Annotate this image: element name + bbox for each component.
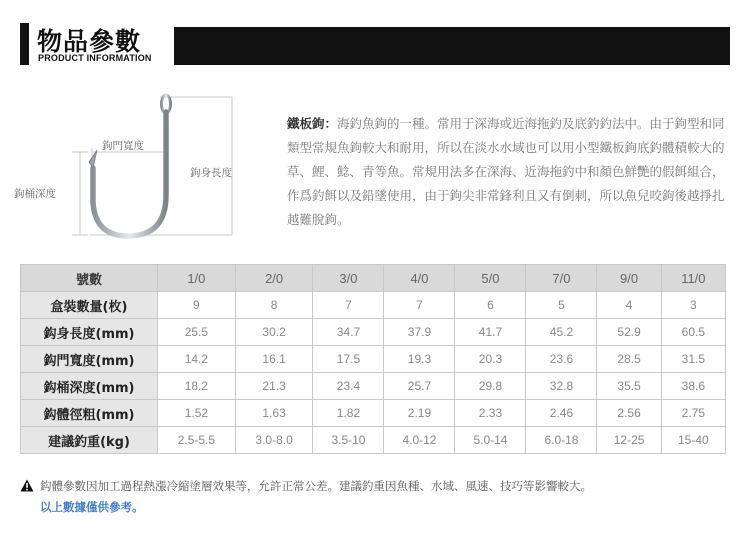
- table-cell: 23.6: [526, 346, 597, 373]
- table-cell: 60.5: [661, 319, 725, 346]
- table-cell: 1.52: [158, 400, 236, 427]
- table-cell: 3: [661, 292, 725, 319]
- table-cell: 5: [526, 292, 597, 319]
- table-cell: 16.1: [235, 346, 313, 373]
- table-cell: 2.46: [526, 400, 597, 427]
- size-col-header: 11/0: [661, 265, 725, 292]
- table-row: [21, 400, 726, 427]
- table-cell: 1.63: [235, 400, 313, 427]
- row-header: 鈎桶深度(mm): [21, 373, 158, 400]
- table-cell: 3.5-10: [313, 427, 384, 454]
- table-header-row: [21, 265, 726, 292]
- table-cell: 2.56: [597, 400, 661, 427]
- table-cell: 7: [384, 292, 455, 319]
- table-cell: 18.2: [158, 373, 236, 400]
- gape-label: 鉤門寬度: [102, 140, 144, 152]
- table-cell: 37.9: [384, 319, 455, 346]
- size-col-header: 5/0: [455, 265, 526, 292]
- row-header: 鈎門寬度(mm): [21, 346, 158, 373]
- table-cell: 1.82: [313, 400, 384, 427]
- table-cell: 30.2: [235, 319, 313, 346]
- table-row: [21, 292, 726, 319]
- table-cell: 45.2: [526, 319, 597, 346]
- shank-length-label: 鉤身長度: [190, 167, 232, 179]
- size-col-header: 3/0: [313, 265, 384, 292]
- table-cell: 25.7: [384, 373, 455, 400]
- hook-diagram: [0, 90, 260, 250]
- section-header: [0, 20, 750, 66]
- row-header: 建議釣重(kg): [21, 427, 158, 454]
- table-cell: 23.4: [313, 373, 384, 400]
- table-row: [21, 346, 726, 373]
- table-cell: 5.0-14: [455, 427, 526, 454]
- table-corner: 號數: [21, 265, 158, 292]
- product-description: [287, 112, 733, 232]
- table-cell: 14.2: [158, 346, 236, 373]
- bend-depth-label: 鉤桶深度: [14, 188, 56, 200]
- size-col-header: 1/0: [158, 265, 236, 292]
- table-cell: 41.7: [455, 319, 526, 346]
- header-subtitle: PRODUCT INFORMATION: [38, 53, 152, 63]
- table-row: [21, 427, 726, 454]
- table-cell: 38.6: [661, 373, 725, 400]
- table-cell: 2.5-5.5: [158, 427, 236, 454]
- table-row: [21, 319, 726, 346]
- header-black-bar: [174, 27, 730, 65]
- table-cell: 20.3: [455, 346, 526, 373]
- header-title: 物品參數: [37, 27, 142, 56]
- table-cell: 15-40: [661, 427, 725, 454]
- table-cell: 6.0-18: [526, 427, 597, 454]
- size-col-header: 4/0: [384, 265, 455, 292]
- tolerance-note: [20, 476, 740, 518]
- header-accent-bar: [20, 23, 29, 65]
- description-text: 海釣魚鉤的一種。常用于深海或近海拖釣及底釣釣法中。由于鉤型和同類型常規魚鉤較大和耐用，所以在淡水水域也可以用小型鐵板鉤底釣體積較大的草、鯉、鯰、青等魚。常規用法多在深海、近海拖釣中和顏色鮮艷的假餌組合，作爲釣餌以及鉛墜使用，由于鉤尖非常鋒利且又有倒刺，所以魚兒咬鉤後越掙扎越難脫鉤。: [287, 116, 725, 227]
- spec-table: [20, 264, 726, 454]
- table-cell: 35.5: [597, 373, 661, 400]
- description-term: 鐵板鉤：: [287, 116, 338, 131]
- row-header: 盒裝數量(枚): [21, 292, 158, 319]
- table-cell: 29.8: [455, 373, 526, 400]
- table-cell: 4: [597, 292, 661, 319]
- note-warning-text: 鈎體參數因加工過程熱漲冷縮塗層效果等，允許正常公差。建議釣重因魚種、水域、風速、技巧等影響較大。: [40, 479, 592, 493]
- table-cell: 12-25: [597, 427, 661, 454]
- table-cell: 34.7: [313, 319, 384, 346]
- table-cell: 32.8: [526, 373, 597, 400]
- table-cell: 21.3: [235, 373, 313, 400]
- table-cell: 8: [235, 292, 313, 319]
- table-cell: 31.5: [661, 346, 725, 373]
- size-col-header: 7/0: [526, 265, 597, 292]
- table-cell: 2.19: [384, 400, 455, 427]
- table-cell: 3.0-8.0: [235, 427, 313, 454]
- table-cell: 28.5: [597, 346, 661, 373]
- table-cell: 2.33: [455, 400, 526, 427]
- size-col-header: 9/0: [597, 265, 661, 292]
- table-cell: 4.0-12: [384, 427, 455, 454]
- table-cell: 9: [158, 292, 236, 319]
- table-cell: 2.75: [661, 400, 725, 427]
- row-header: 鈎身長度(mm): [21, 319, 158, 346]
- table-cell: 19.3: [384, 346, 455, 373]
- row-header: 鈎體徑粗(mm): [21, 400, 158, 427]
- table-cell: 7: [313, 292, 384, 319]
- warning-icon: [20, 479, 34, 492]
- table-cell: 25.5: [158, 319, 236, 346]
- note-highlight-text: 以上數據僅供參考。: [40, 500, 144, 514]
- table-cell: 52.9: [597, 319, 661, 346]
- table-row: [21, 373, 726, 400]
- size-col-header: 2/0: [235, 265, 313, 292]
- table-cell: 17.5: [313, 346, 384, 373]
- table-cell: 6: [455, 292, 526, 319]
